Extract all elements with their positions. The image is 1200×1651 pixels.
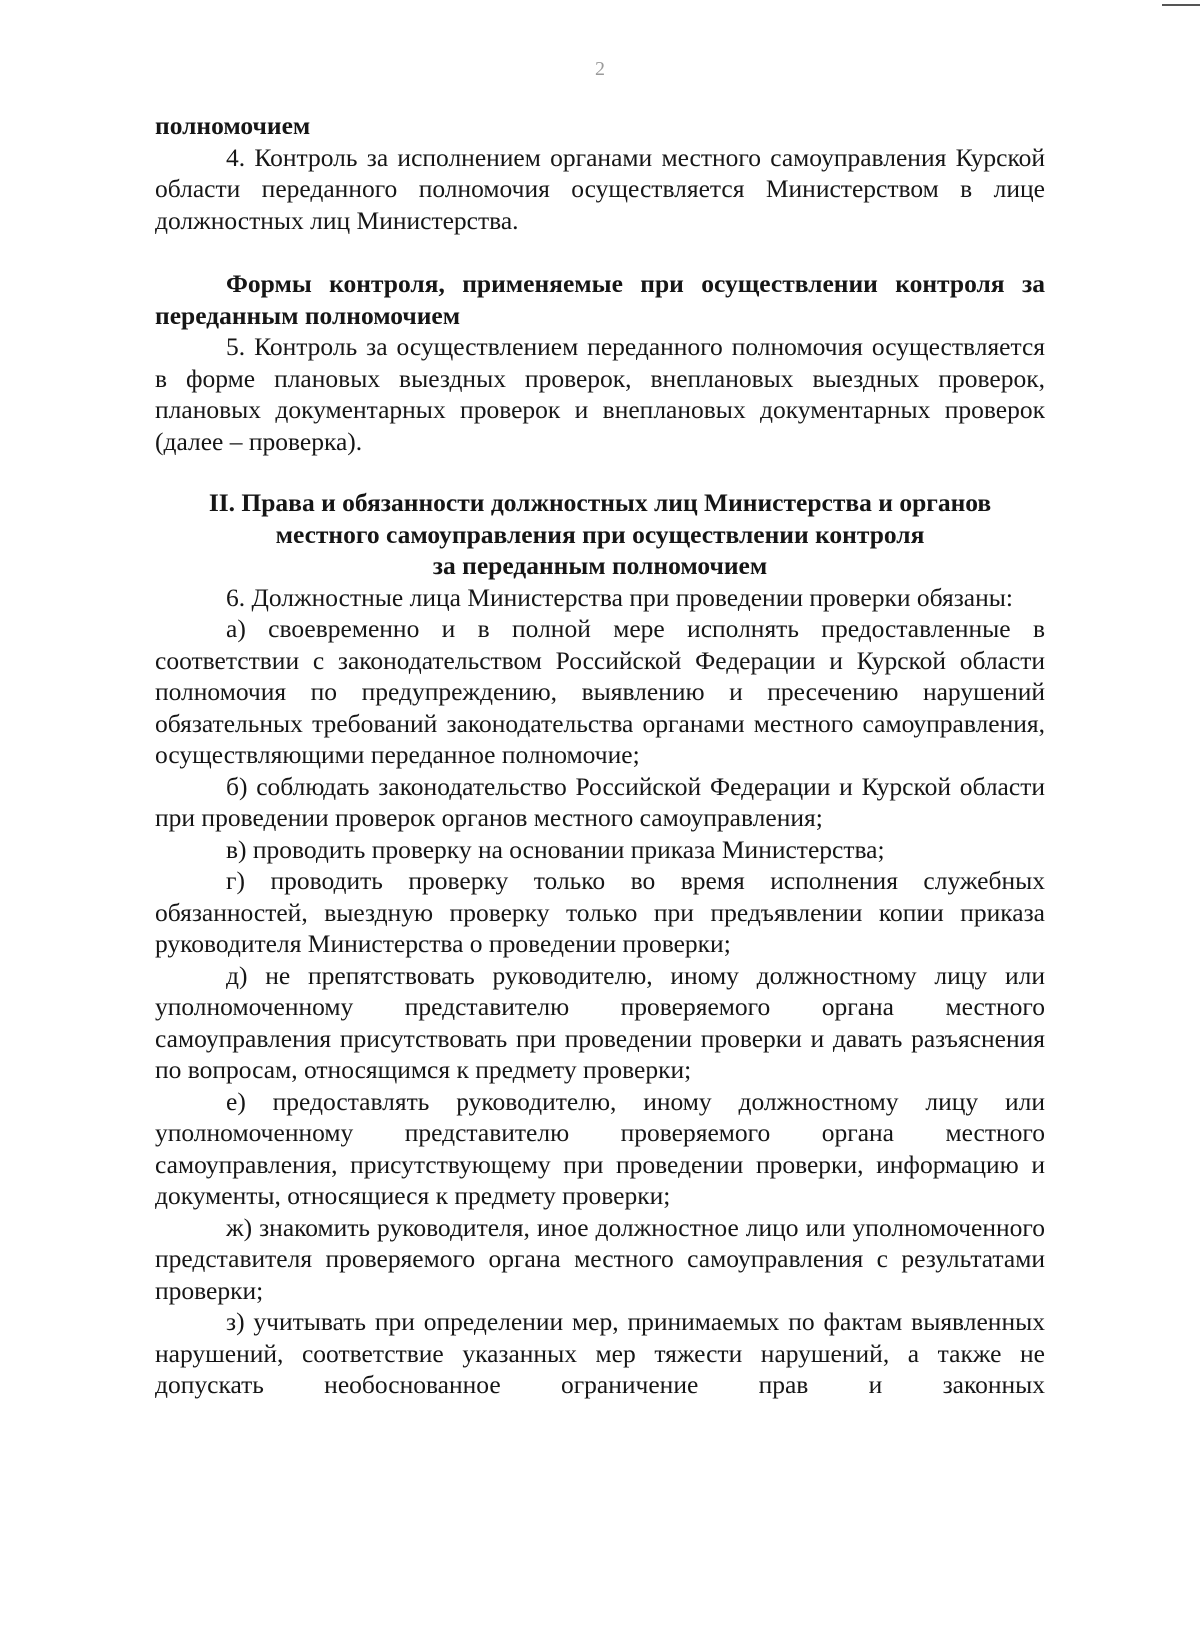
item-g: г) проводить проверку только во время исполнения служебных обязанностей, выездную проверку только при предъявлении копии приказа руководителя Министерства о проведении проверки; (155, 866, 1045, 958)
document-body (155, 110, 1045, 1401)
item-v: в) проводить проверку на основании приказа Министерства; (226, 834, 885, 864)
scan-edge-mark (1162, 4, 1200, 6)
section-2-heading-line-2: местного самоуправления при осуществлении контроля (275, 519, 925, 549)
heading-control-forms: Формы контроля, применяемые при осуществлении контроля за переданным полномочием (155, 269, 1045, 330)
page-number: 2 (595, 58, 605, 80)
item-d: д) не препятствовать руководителю, иному должностному лицу или уполномоченному представителю проверяемого органа местного самоуправления присутствовать при проведении проверки и давать разъяснения по вопросам, относящимся к предмету проверки; (155, 960, 1045, 1084)
item-z: з) учитывать при определении мер, принимаемых по фактам выявленных нарушений, соответствие указанных мер тяжести нарушений, а также не допускать необоснованное ограничение прав и законных (155, 1307, 1045, 1399)
paragraph-5: 5. Контроль за осуществлением переданного полномочия осуществляется в форме плановых выездных проверок, внеплановых выездных проверок, плановых документарных проверок и внеплановых документарных проверок (далее – проверка). (155, 332, 1045, 456)
paragraph-6: 6. Должностные лица Министерства при проведении проверки обязаны: (226, 582, 1013, 612)
section-2-heading (155, 487, 1045, 582)
item-a: а) своевременно и в полной мере исполнять предоставленные в соответствии с законодательством Российской Федерации и Курской области полномочия по предупреждению, выявлению и пресечению нарушений обязательных требований законодательства органами местного самоуправления, осуществляющими переданное полномочие; (155, 614, 1045, 769)
item-b: б) соблюдать законодательство Российской Федерации и Курской области при проведении проверок органов местного самоуправления; (155, 771, 1045, 832)
paragraph-4: 4. Контроль за исполнением органами местного самоуправления Курской области переданного полномочия осуществляется Министерством в лице должностных лиц Министерства. (155, 142, 1045, 235)
section-2-heading-line-3: за переданным полномочием (432, 551, 768, 580)
item-e: е) предоставлять руководителю, иному должностному лицу или уполномоченному представителю проверяемого органа местного самоуправления, присутствующему при проведении проверки, информацию и документы, относящиеся к предмету проверки; (155, 1086, 1045, 1210)
section-2-heading-line-1: II. Права и обязанности должностных лиц Министерства и органов (208, 488, 992, 517)
top-fragment: полномочием (155, 111, 311, 140)
item-zh: ж) знакомить руководителя, иное должностное лицо или уполномоченного представителя проверяемого органа местного самоуправления с результатами проверки; (155, 1212, 1045, 1305)
spacer (155, 457, 1045, 487)
spacer (155, 236, 1045, 268)
